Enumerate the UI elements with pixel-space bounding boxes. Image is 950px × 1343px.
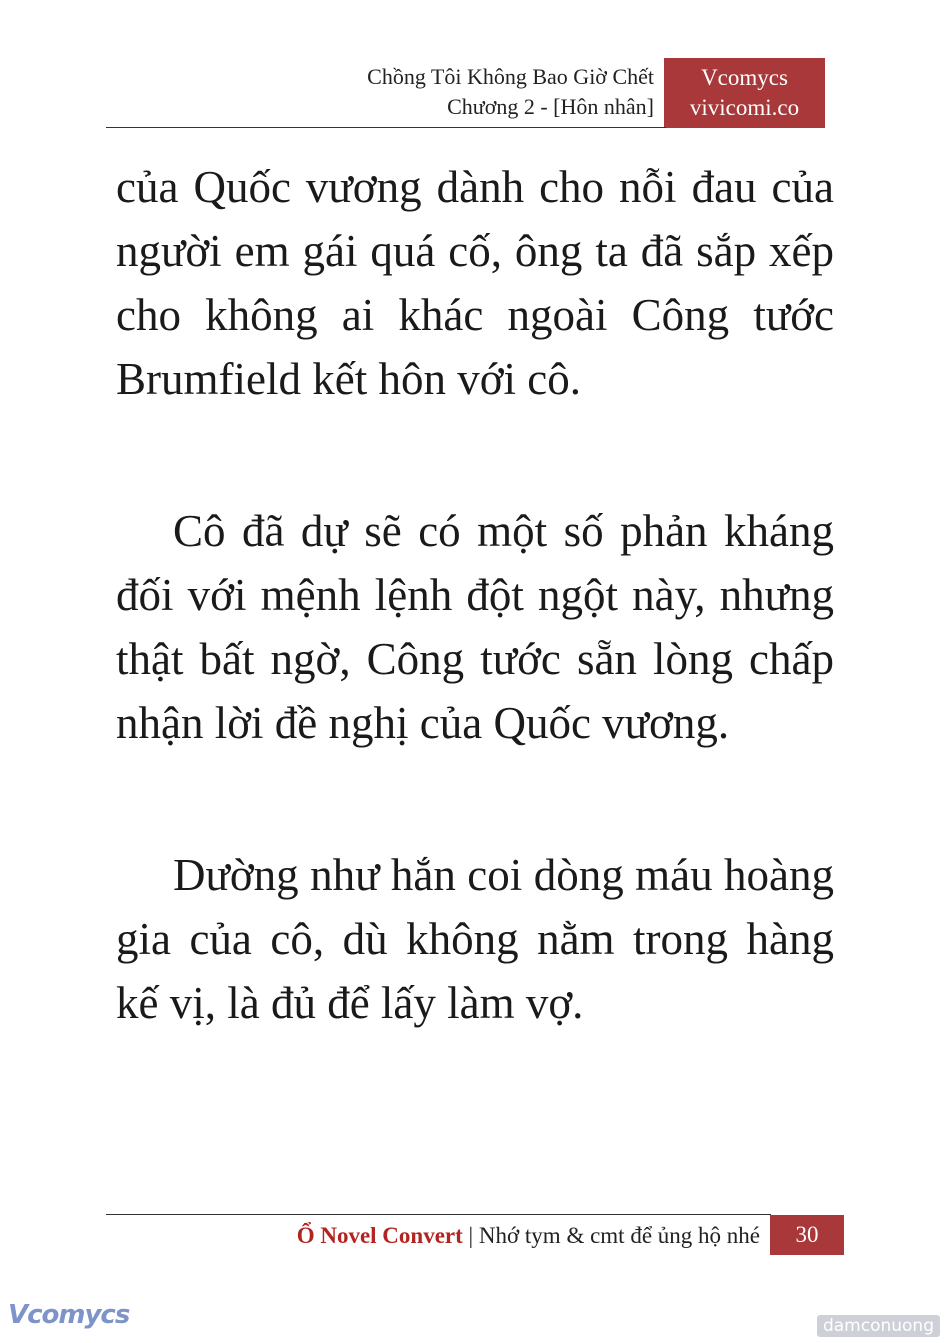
page-body	[116, 155, 834, 1035]
brand-name: Vcomycs	[701, 65, 788, 90]
footer-separator: |	[468, 1223, 474, 1248]
footer-brand: Ổ Novel Convert	[296, 1223, 463, 1248]
chapter-title: Chương 2 - [Hôn nhân]	[447, 94, 654, 119]
book-title: Chồng Tôi Không Bao Giờ Chết	[367, 64, 654, 89]
brand-site: vivicomi.co	[689, 95, 800, 120]
page-number: 30	[770, 1215, 844, 1255]
paragraph: Cô đã dự sẽ có một số phản kháng đối với mệnh lệnh đột ngột này, nhưng thật bất ngờ, Công tước sẵn lòng chấp nhận lời đề nghị của Quốc vương.	[116, 506, 834, 748]
brand-badge	[664, 58, 825, 128]
site-watermark: damconuong	[817, 1315, 940, 1337]
paragraph: của Quốc vương dành cho nỗi đau của người em gái quá cố, ông ta đã sắp xếp cho không ai khác ngoài Công tước Brumfield kết hôn với cô.	[116, 162, 834, 404]
page-footer	[297, 1221, 760, 1251]
header-divider	[106, 127, 666, 128]
footer-divider	[106, 1214, 771, 1215]
vcomycs-logo-watermark: Vcomycs	[8, 1300, 130, 1330]
page-header	[367, 62, 654, 122]
paragraph: Dường như hắn coi dòng máu hoàng gia của cô, dù không nằm trong hàng kế vị, là đủ để lấy làm vợ.	[116, 850, 834, 1028]
footer-message: Nhớ tym & cmt để ủng hộ nhé	[478, 1223, 760, 1248]
